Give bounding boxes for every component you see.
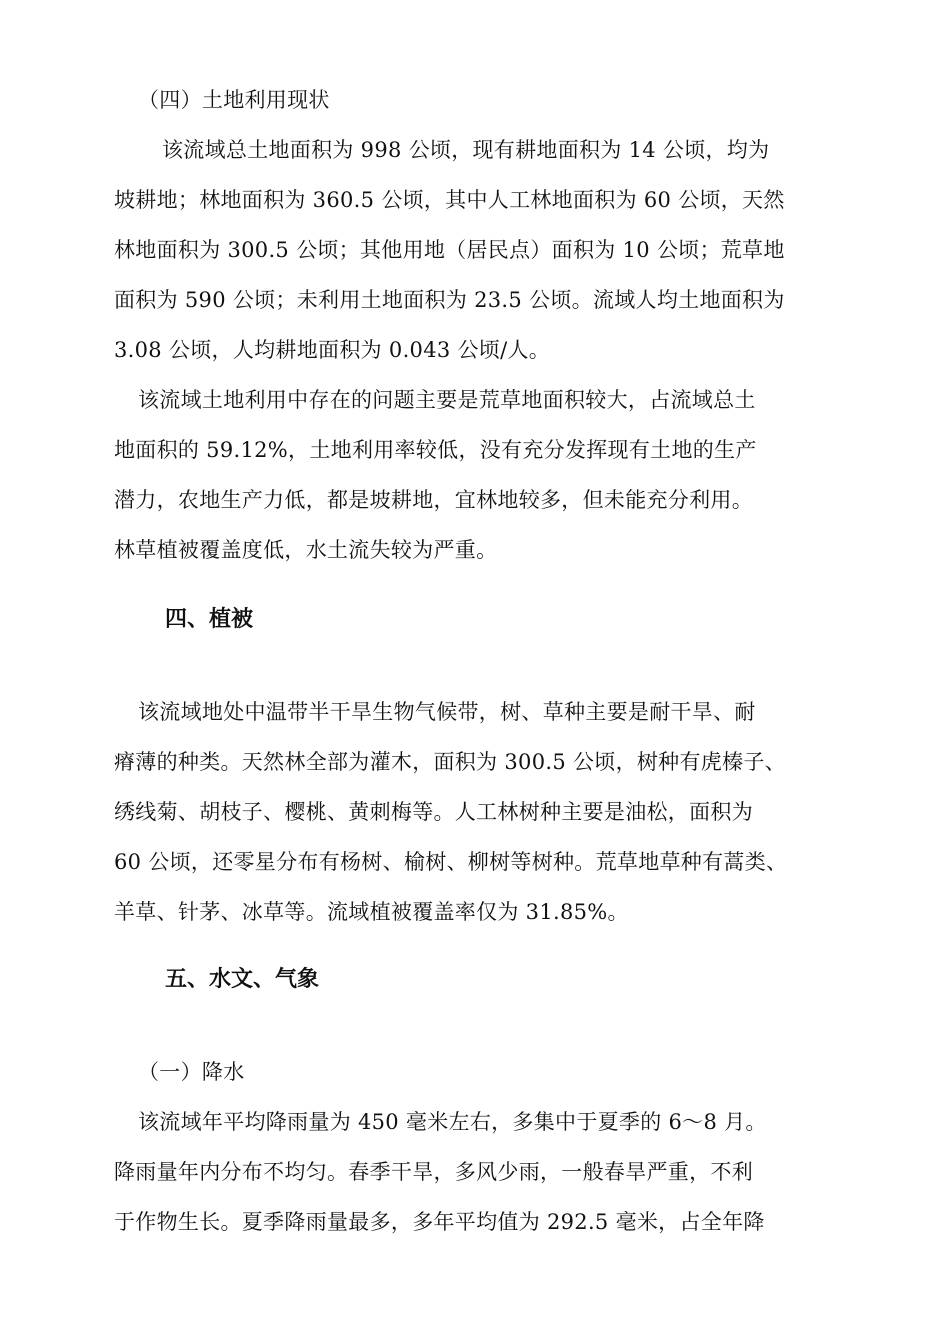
paragraph-line: 坡耕地；林地面积为 360.5 公顷，其中人工林地面积为 60 公顷，天然 — [114, 188, 785, 212]
paragraph-line: 60 公顷，还零星分布有杨树、榆树、柳树等树种。荒草地草种有蒿类、 — [114, 850, 788, 874]
section-heading-hydrology: 五、水文、气象 — [165, 967, 320, 992]
paragraph-line: 该流域地处中温带半干旱生物气候带，树、草种主要是耐干旱、耐 — [138, 700, 756, 724]
paragraph-line: 降雨量年内分布不均匀。春季干旱，多风少雨，一般春旱严重，不利 — [114, 1160, 753, 1184]
paragraph-line: 林地面积为 300.5 公顷；其他用地（居民点）面积为 10 公顷；荒草地 — [114, 238, 785, 262]
paragraph-line: 面积为 590 公顷；未利用土地面积为 23.5 公顷。流域人均土地面积为 — [114, 288, 785, 312]
paragraph-line: 该流域总土地面积为 998 公顷，现有耕地面积为 14 公顷，均为 — [162, 138, 770, 162]
subheading-precipitation: （一）降水 — [138, 1060, 245, 1084]
section-heading-vegetation: 四、植被 — [165, 607, 254, 632]
paragraph-line: 于作物生长。夏季降雨量最多，多年平均值为 292.5 毫米，占全年降 — [114, 1210, 765, 1234]
paragraph-line: 瘠薄的种类。天然林全部为灌木，面积为 300.5 公顷，树种有虎榛子、 — [114, 750, 786, 774]
paragraph-line: 绣线菊、胡枝子、樱桃、黄刺梅等。人工林树种主要是油松，面积为 — [114, 800, 753, 824]
paragraph-line: 地面积的 59.12%，土地利用率较低，没有充分发挥现有土地的生产 — [114, 438, 757, 462]
paragraph-line: 该流域土地利用中存在的问题主要是荒草地面积较大，占流域总土 — [138, 388, 756, 412]
paragraph-line: 羊草、针茅、冰草等。流域植被覆盖率仅为 31.85%。 — [114, 900, 629, 924]
paragraph-line: 3.08 公顷，人均耕地面积为 0.043 公顷/人。 — [114, 338, 551, 362]
subheading-land-use: （四）土地利用现状 — [138, 88, 330, 112]
paragraph-line: 潜力，农地生产力低，都是坡耕地，宜林地较多，但未能充分利用。 — [114, 488, 753, 512]
paragraph-line: 林草植被覆盖度低，水土流失较为严重。 — [114, 538, 498, 562]
paragraph-line: 该流域年平均降雨量为 450 毫米左右，多集中于夏季的 6～8 月。 — [138, 1110, 767, 1134]
